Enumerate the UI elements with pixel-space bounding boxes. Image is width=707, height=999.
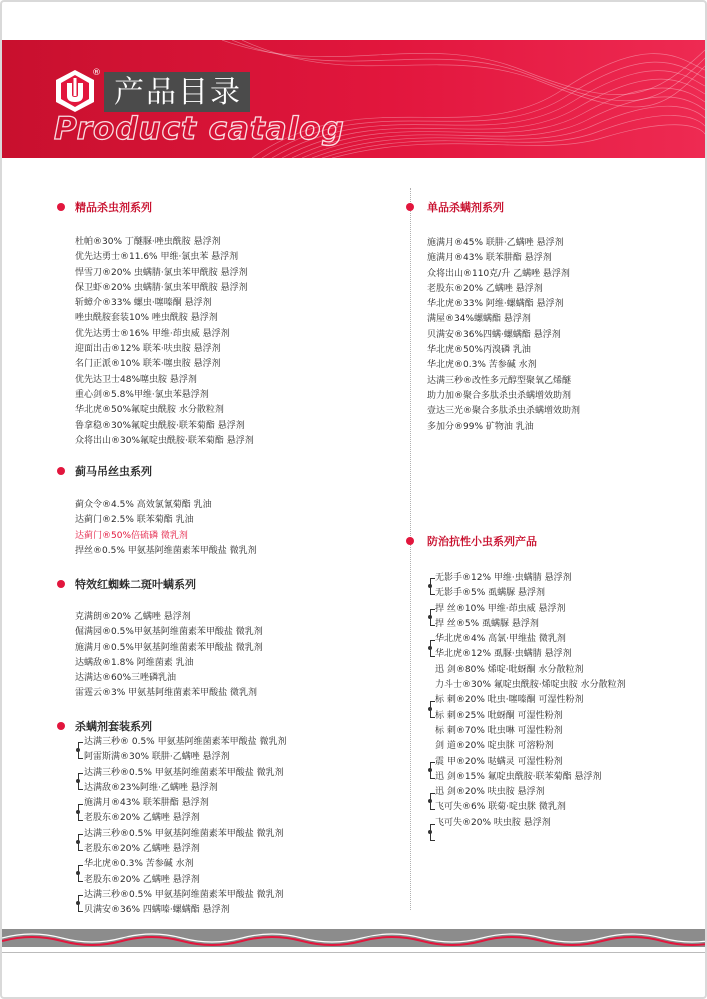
product-item: 优先达卫士48%噻虫胺 悬浮剂 <box>75 374 197 385</box>
registered-mark: ® <box>92 68 101 78</box>
product-item: 斩蟑介®33% 螺虫·噻嗪酮 悬浮剂 <box>75 298 212 309</box>
product-item: 多加分®99% 矿物油 乳油 <box>427 421 534 432</box>
pair-bracket <box>78 773 83 790</box>
product-item: 达满达®60%三唑磷乳油 <box>75 673 177 684</box>
product-item: 华北虎®33% 阿维·螺螨酯 悬浮剂 <box>427 299 564 310</box>
section-bullet-icon <box>57 203 65 211</box>
product-item: 悍雪刀®20% 虫螨腈·氯虫苯甲酰胺 悬浮剂 <box>75 267 248 278</box>
product-item: 杜帕®30% 丁醚脲·唑虫酰胺 悬浮剂 <box>75 237 221 247</box>
product-item: 保卫虾®20% 虫螨腈·氯虫苯甲酰胺 悬浮剂 <box>75 282 248 293</box>
product-item: 达满三秒®0.5% 甲氨基阿维菌素苯甲酸盐 微乳剂 <box>84 828 284 839</box>
product-item: 华北虎®50%丙溴磷 乳油 <box>427 345 531 356</box>
bracket-dot-icon <box>76 748 80 752</box>
product-item: 唑虫酰胺套装10% 唑虫酰胺 悬浮剂 <box>75 313 218 324</box>
bracket-dot-icon <box>428 768 432 772</box>
product-item: 迎面出击®12% 联苯·呋虫胺 悬浮剂 <box>75 344 221 355</box>
pair-bracket <box>430 640 435 657</box>
product-item: 施满月®45% 联肼·乙螨唑 悬浮剂 <box>427 238 564 248</box>
product-item: 鲁拿稳®30%氟啶虫酰胺·联苯菊酯 悬浮剂 <box>75 420 245 431</box>
bracket-dot-icon <box>76 901 80 905</box>
section-bullet-icon <box>406 537 414 545</box>
section-title-insecticide: 精品杀虫剂系列 <box>75 201 152 214</box>
product-item: 老股东®20% 乙螨唑 悬浮剂 <box>84 844 200 855</box>
product-item: 标 刺®20% 吡虫·噻嗪酮 可湿性粉剂 <box>435 695 584 706</box>
product-item: 达满三秒®0.5% 甲氨基阿维菌素苯甲酸盐 微乳剂 <box>84 889 284 900</box>
product-item: 迅 剑®15% 氟啶虫酰胺·联苯菊酯 悬浮剂 <box>435 771 602 782</box>
section-bullet-icon <box>57 580 65 588</box>
product-item: 剑 道®20% 啶虫脒 可溶粉剂 <box>435 741 554 752</box>
product-item: 捍 丝®10% 甲维·茚虫威 悬浮剂 <box>435 603 566 614</box>
page-subtitle: Product catalog <box>54 111 345 147</box>
pair-bracket <box>78 742 83 759</box>
product-item: 标 刺®70% 吡虫啉 可湿性粉剂 <box>435 725 563 736</box>
pair-bracket <box>430 824 435 841</box>
product-item: 无影手®12% 甲维·虫螨腈 悬浮剂 <box>435 573 572 583</box>
bracket-dot-icon <box>76 779 80 783</box>
product-item: 满屋®34%螺螨酯 悬浮剂 <box>427 314 531 325</box>
pair-bracket <box>78 834 83 851</box>
bracket-dot-icon <box>428 615 432 619</box>
product-item: 华北虎®4% 高氯·甲维盐 微乳剂 <box>435 634 566 645</box>
product-item: 达螨敌®1.8% 阿维菌素 乳油 <box>75 657 194 668</box>
product-item: 力斗士®30% 氟啶虫酰胺·烯啶虫胺 水分散粒剂 <box>435 680 626 691</box>
section-bullet-icon <box>57 722 65 730</box>
product-item: 达满三秒®0.5% 甲氨基阿维菌素苯甲酸盐 微乳剂 <box>84 767 284 778</box>
bracket-dot-icon <box>76 810 80 814</box>
footer-rule <box>2 952 705 953</box>
footer-band <box>2 929 705 947</box>
product-item: 施满月®43% 联苯肼酯 悬浮剂 <box>427 253 552 264</box>
bracket-dot-icon <box>76 840 80 844</box>
product-item: 贝满安®36% 四螨嗪·螺螨酯 悬浮剂 <box>84 905 230 916</box>
bracket-dot-icon <box>76 871 80 875</box>
product-item: 名门正派®10% 联苯·噻虫胺 悬浮剂 <box>75 359 221 370</box>
product-list-single-acaricide <box>427 236 580 435</box>
pair-bracket <box>430 578 435 595</box>
section-title-resistant-pests: 防治抗性小虫系列产品 <box>427 535 537 548</box>
product-item: 贝满安®36%四螨·螺螨酯 悬浮剂 <box>427 329 561 340</box>
pair-bracket <box>78 895 83 912</box>
product-item: 达蓟门®2.5% 联苯菊酯 乳油 <box>75 515 194 526</box>
product-list-mites <box>75 610 263 702</box>
product-item: 捍 丝®5% 虱螨脲 悬浮剂 <box>435 618 539 629</box>
product-item: 雷霆云®3% 甲氨基阿维菌素苯甲酸盐 微乳剂 <box>75 688 258 699</box>
product-item: 华北虎®50%氟啶虫酰胺 水分散粒剂 <box>75 405 224 416</box>
section-title-single-acaricide: 单品杀螨剂系列 <box>427 201 504 214</box>
product-list-insecticide <box>75 235 254 449</box>
product-item: 标 刺®25% 吡蚜酮 可湿性粉剂 <box>435 710 563 721</box>
bracket-dot-icon <box>428 707 432 711</box>
bracket-dot-icon <box>428 830 432 834</box>
product-item: 优先达勇士®11.6% 甲维·氯虫苯 悬浮剂 <box>75 252 239 263</box>
product-item: 优先达勇士®16% 甲维·茚虫威 悬浮剂 <box>75 328 230 339</box>
pair-bracket <box>78 804 83 821</box>
section-bullet-icon <box>57 467 65 475</box>
section-title-acaricide-set: 杀螨剂套装系列 <box>75 720 152 733</box>
product-item: 捍丝®0.5% 甲氨基阿维菌素苯甲酸盐 微乳剂 <box>75 545 257 556</box>
pair-bracket <box>430 793 435 810</box>
product-item: 迅 剑®20% 呋虫胺 悬浮剂 <box>435 787 545 798</box>
product-item: 蓟众令®4.5% 高效氯氰菊酯 乳油 <box>75 500 212 510</box>
page-title: 产品目录 <box>104 72 250 112</box>
product-item: 达满三秒® 0.5% 甲氨基阿维菌素苯甲酸盐 微乳剂 <box>84 737 287 747</box>
product-list-resistant-pests <box>435 571 626 831</box>
product-item: 众将出山®110克/升 乙螨唑 悬浮剂 <box>427 268 570 279</box>
product-item: 老股东®20% 乙螨唑 悬浮剂 <box>84 813 200 824</box>
product-item: 飞可失®6% 联菊·啶虫脒 微乳剂 <box>435 802 566 813</box>
bracket-dot-icon <box>428 584 432 588</box>
product-item: 老股东®20% 乙螨唑 悬浮剂 <box>427 283 543 294</box>
pair-bracket <box>430 701 435 718</box>
product-item: 华北虎®0.3% 苦参碱 水剂 <box>427 360 537 371</box>
product-item: 重心剑®5.8%甲维·氯虫苯悬浮剂 <box>75 389 209 400</box>
product-item: 老股东®20% 乙螨唑 悬浮剂 <box>84 874 200 885</box>
pair-bracket <box>430 609 435 626</box>
section-bullet-icon <box>406 203 414 211</box>
product-item: 倔满园®0.5%甲氨基阿维菌素苯甲酸盐 微乳剂 <box>75 627 263 638</box>
bracket-dot-icon <box>428 799 432 803</box>
pair-bracket <box>78 865 83 882</box>
product-list-acaricide-set <box>84 735 286 919</box>
product-list-thrips <box>75 498 257 559</box>
product-item: 达满三秒®改性多元醇型聚氧乙烯醚 <box>427 375 572 386</box>
product-item: 华北虎®0.3% 苦参碱 水剂 <box>84 859 194 870</box>
product-item: 克满朗®20% 乙螨唑 悬浮剂 <box>75 612 191 622</box>
product-item: 达蓟门®50%倍硫磷 微乳剂 <box>75 530 188 541</box>
product-item: 阿雷斯满®30% 联肼·乙螨唑 悬浮剂 <box>84 752 230 763</box>
product-item: 壹达三光®聚合多肽杀虫杀螨增效助剂 <box>427 406 581 417</box>
product-item: 施满月®43% 联苯肼酯 悬浮剂 <box>84 798 209 809</box>
product-item: 飞可失®20% 呋虫胺 悬浮剂 <box>435 817 551 828</box>
product-item: 施满月®0.5%甲氨基阿维菌素苯甲酸盐 微乳剂 <box>75 642 263 653</box>
product-item: 无影手®5% 虱螨脲 悬浮剂 <box>435 588 546 599</box>
product-item: 震 甲®20% 哒螨灵 可湿性粉剂 <box>435 756 563 767</box>
pair-bracket <box>430 762 435 779</box>
product-item: 助力加®聚合多肽杀虫杀螨增效助剂 <box>427 390 572 401</box>
column-divider <box>410 188 411 910</box>
bracket-dot-icon <box>428 646 432 650</box>
section-title-thrips: 蓟马吊丝虫系列 <box>75 465 152 478</box>
product-item: 迅 剑®80% 烯啶·吡蚜酮 水分散粒剂 <box>435 664 584 675</box>
product-item: 华北虎®12% 虱脲·虫螨腈 悬浮剂 <box>435 649 572 660</box>
product-item: 达满敌®23%阿维·乙螨唑 悬浮剂 <box>84 782 218 793</box>
footer-wave-pattern <box>2 929 705 947</box>
product-item: 众将出山®30%氟啶虫酰胺·联苯菊酯 悬浮剂 <box>75 435 254 446</box>
section-title-mites: 特效红蜘蛛二斑叶螨系列 <box>75 578 196 591</box>
